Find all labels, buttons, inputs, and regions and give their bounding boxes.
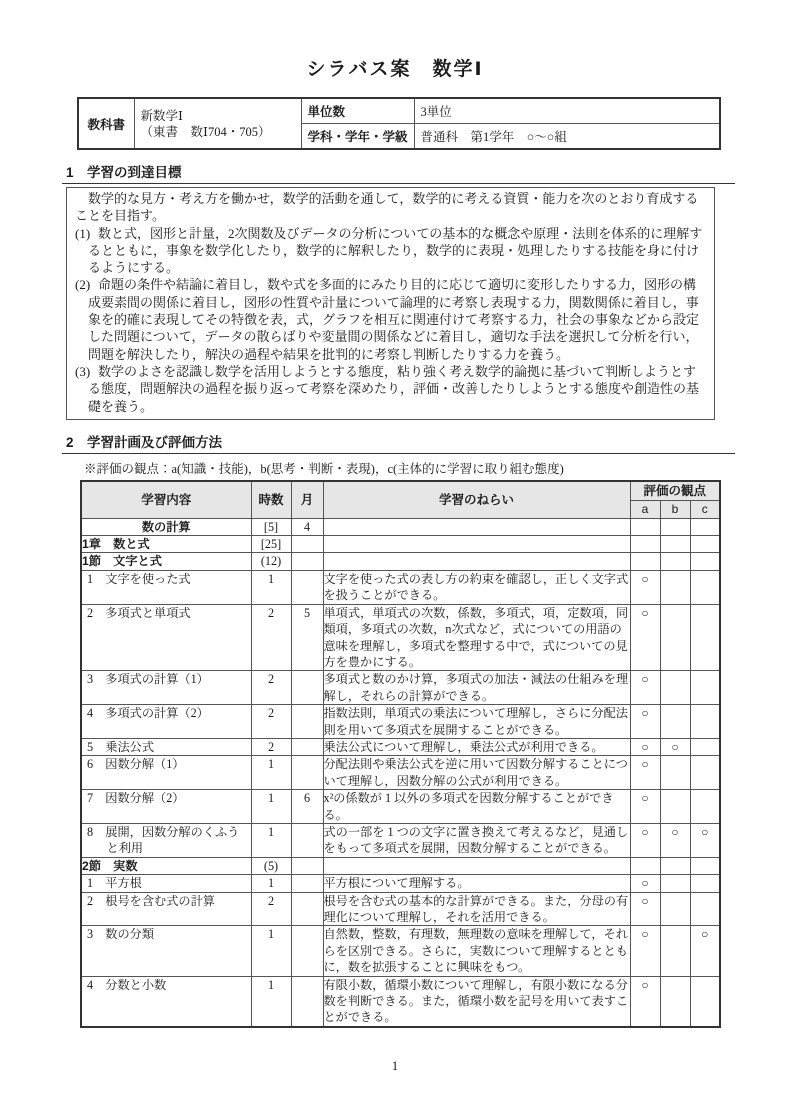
aim-cell: 根号を含む式の基本的な計算ができる。また，分母の有理化について理解し，それを活用できる。 — [323, 893, 629, 925]
table-row — [81, 604, 720, 671]
plan-table-header — [81, 481, 720, 518]
goal-marker: (2) — [75, 277, 91, 293]
eval-a-cell: ○ — [630, 671, 660, 705]
month-cell — [291, 926, 323, 976]
eval-b-cell — [660, 892, 690, 926]
content-cell: 2節 実数 — [81, 857, 251, 874]
table-row — [81, 518, 720, 535]
aim-cell: x²の係数が 1 以外の多項式を因数分解することができる。 — [323, 790, 630, 824]
hours-cell: 2 — [251, 738, 291, 755]
eval-a-cell: ○ — [630, 738, 660, 755]
month-cell: 6 — [291, 790, 323, 824]
hours-cell: 1 — [251, 570, 291, 604]
aim-cell: 式の一部を 1 つの文字に置き換えて考えるなど，見通しをもって多項式を展開，因数分解することができる。 — [323, 824, 629, 856]
content-cell: 6 因数分解（1） — [81, 756, 251, 790]
goal-intro: 数学的な見方・考え方を働かせ，数学的活動を通して，数学的に考える資質・能力を次のとおり育成することを目指す。 — [75, 191, 699, 224]
eval-b-cell — [660, 857, 690, 874]
eval-b-cell — [660, 604, 690, 671]
content-cell: 2 根号を含む式の計算 — [81, 892, 251, 926]
month-cell — [291, 976, 323, 1027]
aim-cell — [323, 518, 630, 535]
textbook-value — [134, 98, 301, 149]
eval-a-cell: ○ — [630, 756, 660, 790]
eval-a-cell: ○ — [630, 892, 660, 926]
page-title: シラバス案 数学Ⅰ — [306, 59, 484, 80]
table-row — [81, 823, 720, 857]
header-month: 月 — [291, 481, 323, 518]
content-cell: 数の計算 — [81, 518, 251, 535]
hours-cell: 1 — [251, 756, 291, 790]
header-evaluation: 評価の観点 — [630, 481, 720, 501]
eval-a-cell: ○ — [630, 790, 660, 824]
eval-b-cell: ○ — [660, 738, 690, 755]
eval-c-cell — [690, 536, 720, 553]
table-row — [81, 553, 720, 570]
month-cell — [291, 857, 323, 874]
eval-a-cell: ○ — [630, 705, 660, 739]
eval-a-cell: ○ — [630, 976, 660, 1027]
eval-c-cell — [690, 705, 720, 739]
eval-b-cell — [660, 570, 690, 604]
content-cell: 1 平方根 — [81, 875, 251, 892]
eval-c-cell: ○ — [690, 926, 720, 976]
table-row — [78, 98, 720, 124]
eval-c-cell — [690, 604, 720, 671]
content-cell: 4 多項式の計算（2） — [81, 705, 251, 739]
month-cell — [291, 875, 323, 892]
table-row — [81, 570, 720, 604]
goal-box — [66, 187, 715, 420]
month-cell — [291, 823, 323, 857]
month-cell — [291, 570, 323, 604]
table-row — [81, 892, 720, 926]
content-cell: 1節 文字と式 — [81, 553, 251, 570]
content-cell: 4 分数と小数 — [81, 976, 251, 1027]
content-cell: 3 数の分類 — [81, 926, 251, 976]
header-eval-c: c — [690, 501, 720, 518]
table-row — [81, 705, 720, 739]
study-plan-table — [80, 480, 721, 1028]
page-number: 1 — [391, 1058, 399, 1073]
eval-b-cell — [660, 875, 690, 892]
month-cell — [291, 671, 323, 705]
eval-c-cell — [690, 857, 720, 874]
eval-a-cell — [630, 536, 660, 553]
hours-cell: 1 — [251, 823, 291, 857]
goal-item-2 — [75, 276, 707, 362]
aim-cell: 単項式，単項式の次数，係数，多項式，項，定数項，同類項，多項式の次数，n次式など，式についての用語の意味を理解し，多項式を整理する中で，式についての見方を豊かにする。 — [323, 605, 629, 669]
eval-a-cell: ○ — [630, 823, 660, 857]
month-cell: 4 — [291, 518, 323, 535]
aim-cell — [323, 536, 630, 553]
month-cell — [291, 738, 323, 755]
content-cell: 1 文字を使った式 — [81, 570, 251, 604]
header-eval-b: b — [660, 501, 690, 518]
eval-b-cell — [660, 536, 690, 553]
eval-c-cell — [690, 570, 720, 604]
textbook-label: 教科書 — [78, 98, 134, 149]
class-value: 普通科 第1学年 ○～○組 — [414, 124, 720, 150]
table-header-row — [81, 481, 720, 501]
eval-b-cell — [660, 518, 690, 535]
aim-cell: 多項式と数のかけ算，多項式の加法・減法の仕組みを理解し，それらの計算ができる。 — [323, 672, 629, 703]
goal-text: 数と式，図形と計量，2次関数及びデータの分析についての基本的な概念や原理・法則を体系的に理解するとともに，事象を数学化したり，数学的に解釈したり，数学的に表現・処理したりする技能を身に付けるようにする。 — [88, 225, 703, 276]
aim-cell: 有限小数，循環小数について理解し，有限小数になる分数を判断できる。また，循環小数を記号を用いて表すことができる。 — [323, 976, 630, 1027]
content-cell: 2 多項式と単項式 — [81, 604, 251, 671]
aim-cell — [323, 553, 630, 570]
eval-a-cell: ○ — [630, 604, 660, 671]
hours-cell: [5] — [251, 518, 291, 535]
table-row — [81, 875, 720, 892]
aim-cell: 文字を使った式の表し方の約束を確認し，正しく文字式を扱うことができる。 — [323, 571, 629, 603]
hours-cell: 1 — [251, 875, 291, 892]
hours-cell: 2 — [251, 892, 291, 926]
eval-a-cell: ○ — [630, 926, 660, 976]
month-cell — [291, 756, 323, 790]
eval-a-cell — [630, 553, 660, 570]
eval-b-cell — [660, 926, 690, 976]
table-row — [81, 857, 720, 874]
aim-cell: 平方根について理解する。 — [323, 875, 630, 892]
eval-a-cell: ○ — [630, 875, 660, 892]
hours-cell: [25] — [251, 536, 291, 553]
class-label: 学科・学年・学級 — [301, 124, 414, 150]
table-row — [81, 926, 720, 976]
eval-b-cell — [660, 671, 690, 705]
goal-marker: (1) — [75, 225, 91, 241]
eval-c-cell — [690, 738, 720, 755]
hours-cell: 1 — [251, 926, 291, 976]
content-cell: 5 乗法公式 — [81, 738, 251, 755]
goal-marker: (3) — [75, 363, 91, 379]
aim-cell — [323, 857, 630, 874]
units-label: 単位数 — [301, 98, 414, 124]
eval-a-cell — [630, 857, 660, 874]
hours-cell: 1 — [251, 976, 291, 1027]
eval-a-cell: ○ — [630, 570, 660, 604]
eval-c-cell — [690, 671, 720, 705]
content-cell: 3 多項式の計算（1） — [81, 671, 251, 705]
content-cell: 8 展開，因数分解のくふうと利用 — [81, 823, 251, 857]
units-value: 3単位 — [414, 98, 720, 124]
eval-b-cell — [660, 705, 690, 739]
header-aim: 学習のねらい — [323, 481, 630, 518]
eval-c-cell — [690, 892, 720, 926]
eval-c-cell — [690, 756, 720, 790]
textbook-info-table — [77, 97, 721, 150]
hours-cell: (5) — [251, 857, 291, 874]
header-content: 学習内容 — [81, 481, 251, 518]
eval-b-cell — [660, 976, 690, 1027]
evaluation-note: ※評価の観点：a(知識・技能)，b(思考・判断・表現)，c(主体的に学習に取り組む態度) — [84, 461, 564, 476]
month-cell — [291, 705, 323, 739]
hours-cell: 2 — [251, 671, 291, 705]
textbook-code: （東書 数Ⅰ704・705） — [140, 124, 271, 139]
eval-a-cell — [630, 518, 660, 535]
table-row — [81, 976, 720, 1027]
eval-b-cell: ○ — [660, 823, 690, 857]
table-row — [81, 671, 720, 705]
eval-b-cell — [660, 553, 690, 570]
eval-c-cell — [690, 518, 720, 535]
month-cell — [291, 553, 323, 570]
hours-cell: 1 — [251, 790, 291, 824]
goal-text: 数学のよさを認識し数学を活用しようとする態度，粘り強く考え数学的論拠に基づいて判断しようとする態度，問題解決の過程を振り返って考察を深めたり，評価・改善したりしようとする態度や創造性の基礎を養う。 — [88, 363, 700, 414]
section2-heading: 2 学習計画及び評価方法 — [62, 431, 735, 454]
eval-b-cell — [660, 790, 690, 824]
section1-heading: 1 学習の到達目標 — [62, 161, 735, 184]
month-cell — [291, 536, 323, 553]
goal-text: 命題の条件や結論に着目し，数や式を多面的にみたり目的に応じて適切に変形したりする力，図形の構成要素間の関係に着目し，図形の性質や計量について論理的に考察し表現する力，関数関係に着目し，事象を的確に表現してその特徴を表，式，グラフを相互に関連付けて考察する力，社会の事象などから設定した問題について，データの散らばりや変量間の関係などに着目し，適切な手法を選択して分析を行い，問題を解決したり，解決の過程や結果を批判的に考察し判断したりする力を養う。 — [88, 277, 700, 362]
table-row — [81, 738, 720, 755]
eval-c-cell — [690, 976, 720, 1027]
eval-c-cell: ○ — [690, 823, 720, 857]
aim-cell: 自然数，整数，有理数，無理数の意味を理解して，それらを区別できる。さらに，実数について理解するとともに，数を拡張することに興味をもつ。 — [323, 926, 630, 976]
plan-table-body — [81, 518, 720, 1027]
eval-b-cell — [660, 756, 690, 790]
aim-cell: 分配法則や乗法公式を逆に用いて因数分解することについて理解し，因数分解の公式が利用できる。 — [323, 756, 630, 790]
textbook-name: 新数学Ⅰ — [140, 108, 183, 123]
hours-cell: (12) — [251, 553, 291, 570]
month-cell — [291, 892, 323, 926]
month-cell: 5 — [291, 604, 323, 671]
table-row — [81, 756, 720, 790]
eval-c-cell — [690, 875, 720, 892]
hours-cell: 2 — [251, 604, 291, 671]
header-hours: 時数 — [251, 481, 291, 518]
aim-cell: 指数法則，単項式の乗法について理解し，さらに分配法則を用いて多項式を展開することができる。 — [323, 705, 630, 739]
eval-c-cell — [690, 790, 720, 824]
aim-cell: 乗法公式について理解し，乗法公式が利用できる。 — [323, 738, 630, 755]
table-row — [81, 536, 720, 553]
content-cell: 1章 数と式 — [81, 536, 251, 553]
goal-item-3 — [75, 363, 707, 415]
content-cell: 7 因数分解（2） — [81, 790, 251, 824]
hours-cell: 2 — [251, 705, 291, 739]
header-eval-a: a — [630, 501, 660, 518]
eval-c-cell — [690, 553, 720, 570]
goal-item-1 — [75, 225, 707, 277]
table-row — [81, 790, 720, 824]
